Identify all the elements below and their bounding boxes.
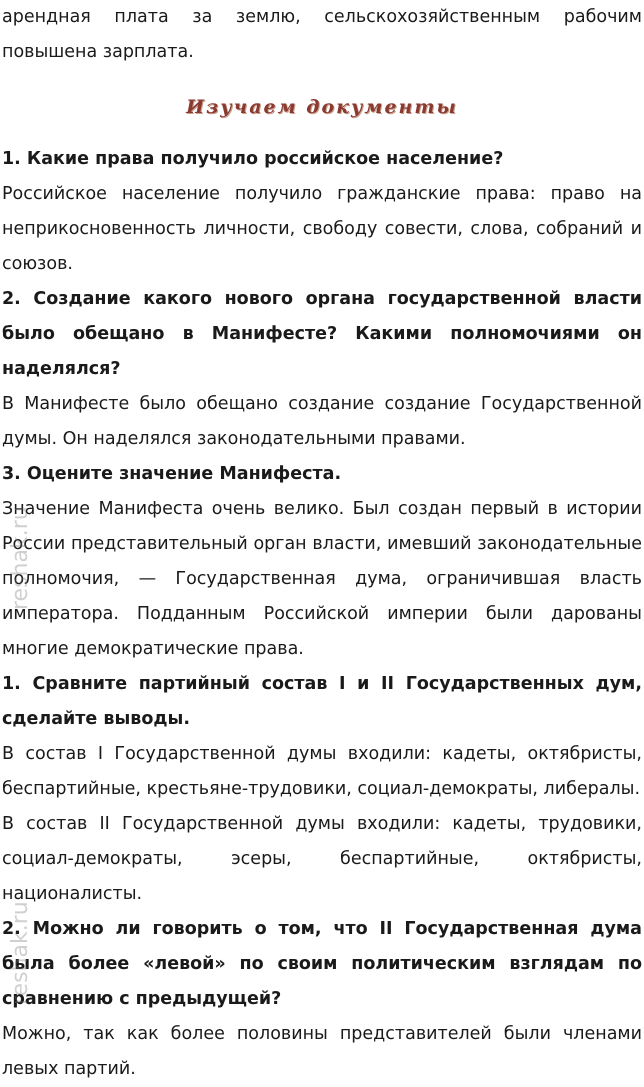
answer-1: Российское население получило гражданские права: право на неприкосновенность личности, свободу совести, слова, собраний и союзов. [2, 184, 642, 274]
question-5: 2. Можно ли говорить о том, что II Государственная дума была более «левой» по своим политическим взглядам по сравнению с предыдущей? [2, 919, 642, 1009]
answer-5: Можно, так как более половины представителей были членами левых партий. [2, 1024, 642, 1079]
answer-3: Значение Манифеста очень велико. Был создан первый в истории России представительный орган власти, имевший законодательные полномочия, — Государственная дума, ограничившая власть императора. Подданным Российской империи были дарованы многие демократические права. [2, 499, 642, 659]
question-3: 3. Оцените значение Манифеста. [2, 464, 342, 484]
answer-4b: В состав II Государственной думы входили: кадеты, трудовики, социал-демократы, эсеры, беспартийные, октябристы, националисты. [2, 814, 642, 904]
document-page [2, 0, 642, 1087]
watermark-logo: reshak.ru [8, 901, 33, 1005]
question-2: 2. Создание какого нового органа государственной власти было обещано в Манифесте? Какими полномочиями он наделялся? [2, 289, 642, 379]
watermark-logo: reshak.ru [8, 506, 33, 610]
intro-paragraph: арендная плата за землю, сельскохозяйственным рабочим повышена зарплата. [2, 7, 642, 62]
answer-4a: В состав I Государственной думы входили: кадеты, октябристы, беспартийные, крестьяне-трудовики, социал-демократы, либералы. [2, 744, 642, 799]
answer-2: В Манифесте было обещано создание создание Государственной думы. Он наделялся законодательными правами. [2, 394, 642, 449]
question-1: 1. Какие права получило российское население? [2, 149, 504, 169]
question-4: 1. Сравните партийный состав I и II Государственных дум, сделайте выводы. [2, 674, 642, 729]
section-title: Изучаем документы [186, 96, 458, 118]
